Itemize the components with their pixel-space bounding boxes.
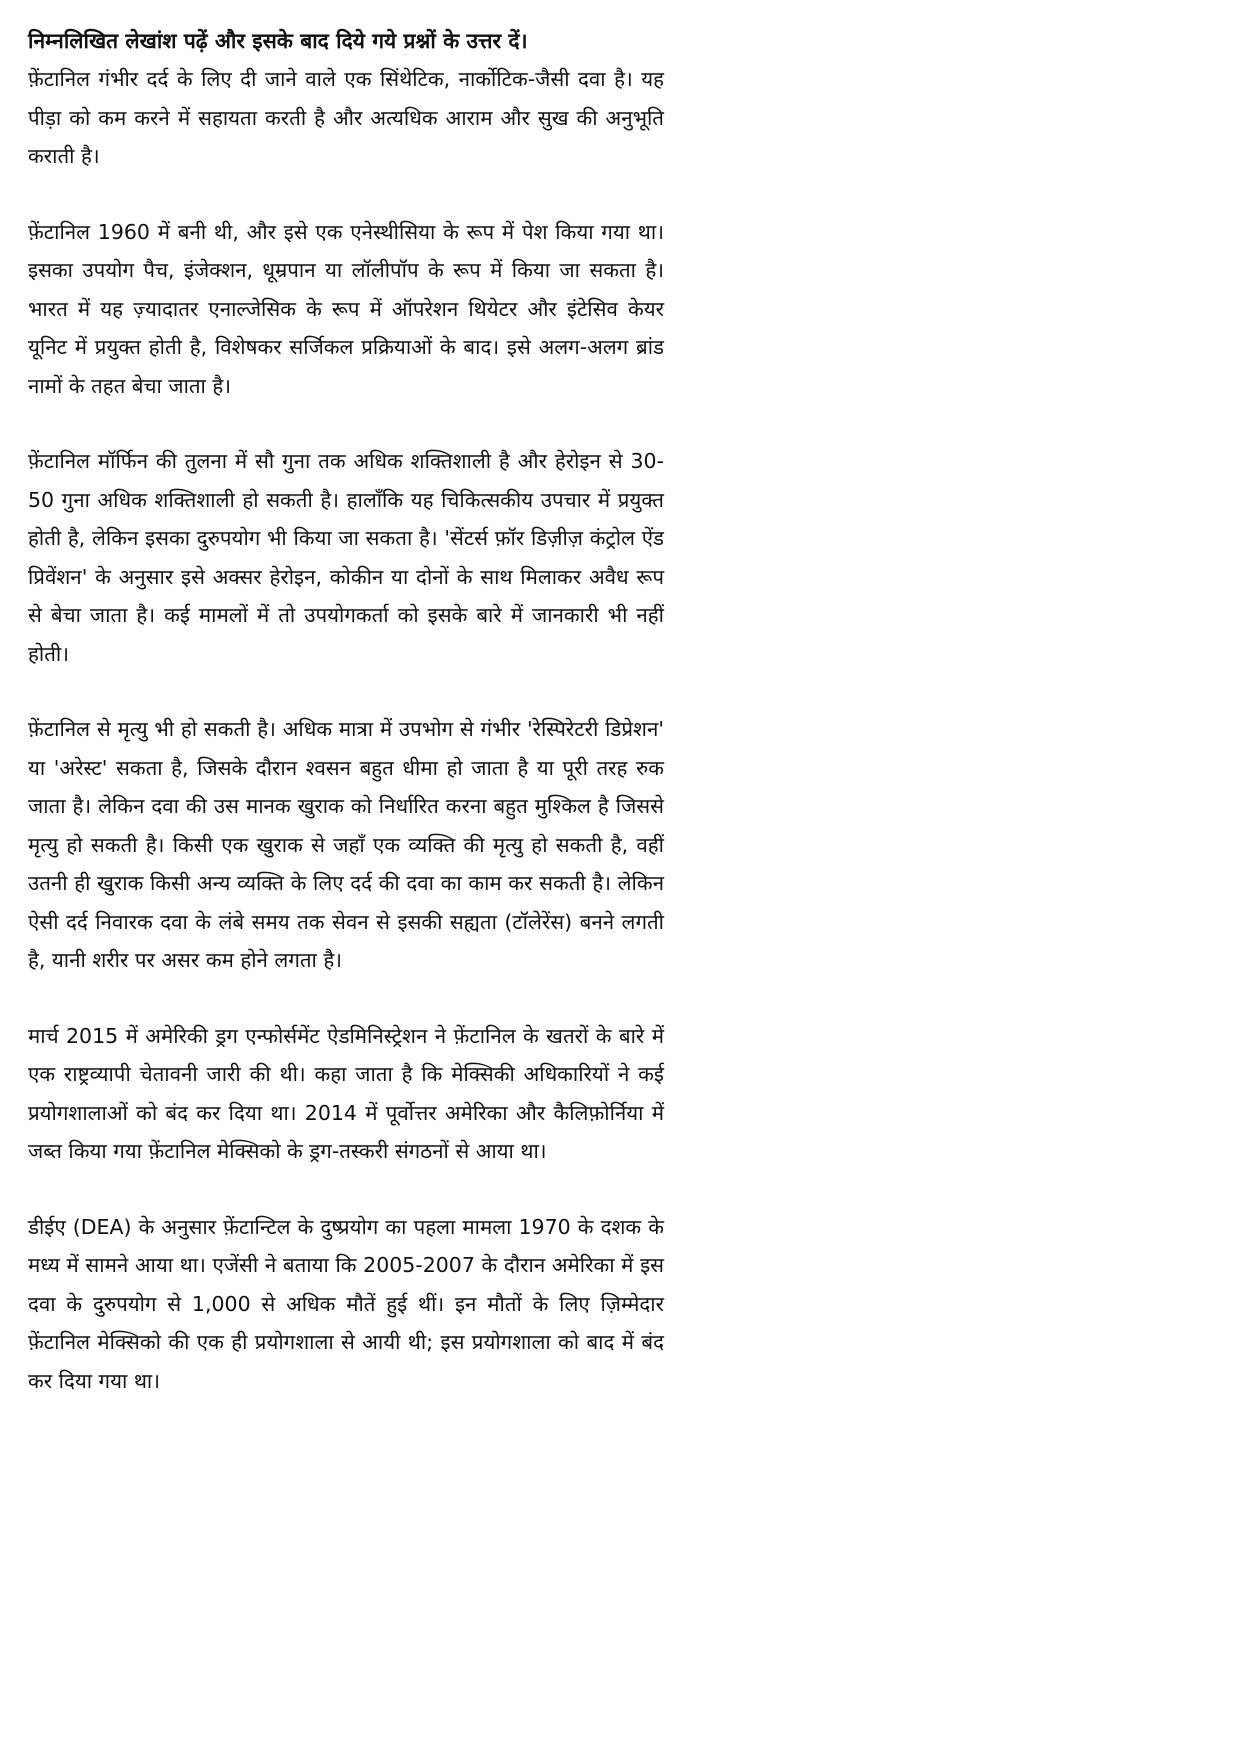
- passage-instruction: निम्नलिखित लेखांश पढ़ें और इसके बाद दिये गये प्रश्नों के उत्तर दें।: [28, 29, 528, 53]
- reading-passage: [28, 22, 664, 1437]
- paragraph-overdose-risk: फ़ेंटानिल से मृत्यु भी हो सकती है। अधिक मात्रा में उपभोग से गंभीर 'रेस्पिरेटरी डिप्रेशन' या 'अरेस्ट' सकता है, जिसके दौरान श्वसन बहुत धीमा हो जाता है या पूरी तरह रुक जाता है। लेकिन दवा की उस मानक खुराक को निर्धारित करना बहुत मुश्किल है जिससे मृत्यु हो सकती है। किसी एक खुराक से जहाँ एक व्यक्ति की मृत्यु हो सकती है, वहीं उतनी ही खुराक किसी अन्य व्यक्ति के लिए दर्द की दवा का काम कर सकती है। लेकिन ऐसी दर्द निवारक दवा के लंबे समय तक सेवन से इसकी सह्यता (टॉलेरेंस) बनने लगती है, यानी शरीर पर असर कम होने लगता है।: [28, 717, 664, 972]
- paragraph-first-abuse-case: डीईए (DEA) के अनुसार फ़ेंटान्टिल के दुष्प्रयोग का पहला मामला 1970 के दशक के मध्य में सामने आया था। एजेंसी ने बताया कि 2005-2007 के दौरान अमेरिका में इस दवा के दुरुपयोग से 1,000 से अधिक मौतें हुई थीं। इन मौतों के लिए ज़िम्मेदार फ़ेंटानिल मेक्सिको की एक ही प्रयोगशाला से आयी थी; इस प्रयोगशाला को बाद में बंद कर दिया गया था।: [28, 1214, 664, 1393]
- paragraph-history-usage: फ़ेंटानिल 1960 में बनी थी, और इसे एक एनेस्थीसिया के रूप में पेश किया गया था। इसका उपयोग पैच, इंजेक्शन, धूम्रपान या लॉलीपॉप के रूप में किया जा सकता है। भारत में यह ज़्यादातर एनाल्जेसिक के रूप में ऑपरेशन थियेटर और इंटेसिव केयर यूनिट में प्रयुक्त होती है, विशेषकर सर्जिकल प्रक्रियाओं के बाद। इसे अलग-अलग ब्रांड नामों के तहत बेचा जाता है।: [28, 219, 664, 398]
- paragraph-dea-warning: मार्च 2015 में अमेरिकी ड्रग एन्फोर्समेंट ऐडमिनिस्ट्रेशन ने फ़ेंटानिल के खतरों के बारे में एक राष्ट्रव्यापी चेतावनी जारी की थी। कहा जाता है कि मेक्सिकी अधिकारियों ने कई प्रयोगशालाओं को बंद कर दिया था। 2014 में पूर्वोत्तर अमेरिका और कैलिफ़ोर्निया में जब्त किया गया फ़ेंटानिल मेक्सिको के ड्रग-तस्करी संगठनों से आया था।: [28, 1023, 664, 1163]
- paragraph-potency-misuse: फ़ेंटानिल मॉर्फिन की तुलना में सौ गुना तक अधिक शक्तिशाली है और हेरोइन से 30-50 गुना अधिक शक्तिशाली हो सकती है। हालाँकि यह चिकित्सकीय उपचार में प्रयुक्त होती है, लेकिन इसका दुरुपयोग भी किया जा सकता है। 'सेंटर्स फ़ॉर डिज़ीज़ कंट्रोल ऐंड प्रिवेंशन' के अनुसार इसे अक्सर हेरोइन, कोकीन या दोनों के साथ मिलाकर अवैध रूप से बेचा जाता है। कई मामलों में तो उपयोगकर्ता को इसके बारे में जानकारी भी नहीं होती।: [28, 449, 664, 666]
- paragraph-introduction: फ़ेंटानिल गंभीर दर्द के लिए दी जाने वाले एक सिंथेटिक, नार्कोटिक-जैसी दवा है। यह पीड़ा को कम करने में सहायता करती है और अत्यधिक आराम और सुख की अनुभूति कराती है।: [28, 67, 664, 168]
